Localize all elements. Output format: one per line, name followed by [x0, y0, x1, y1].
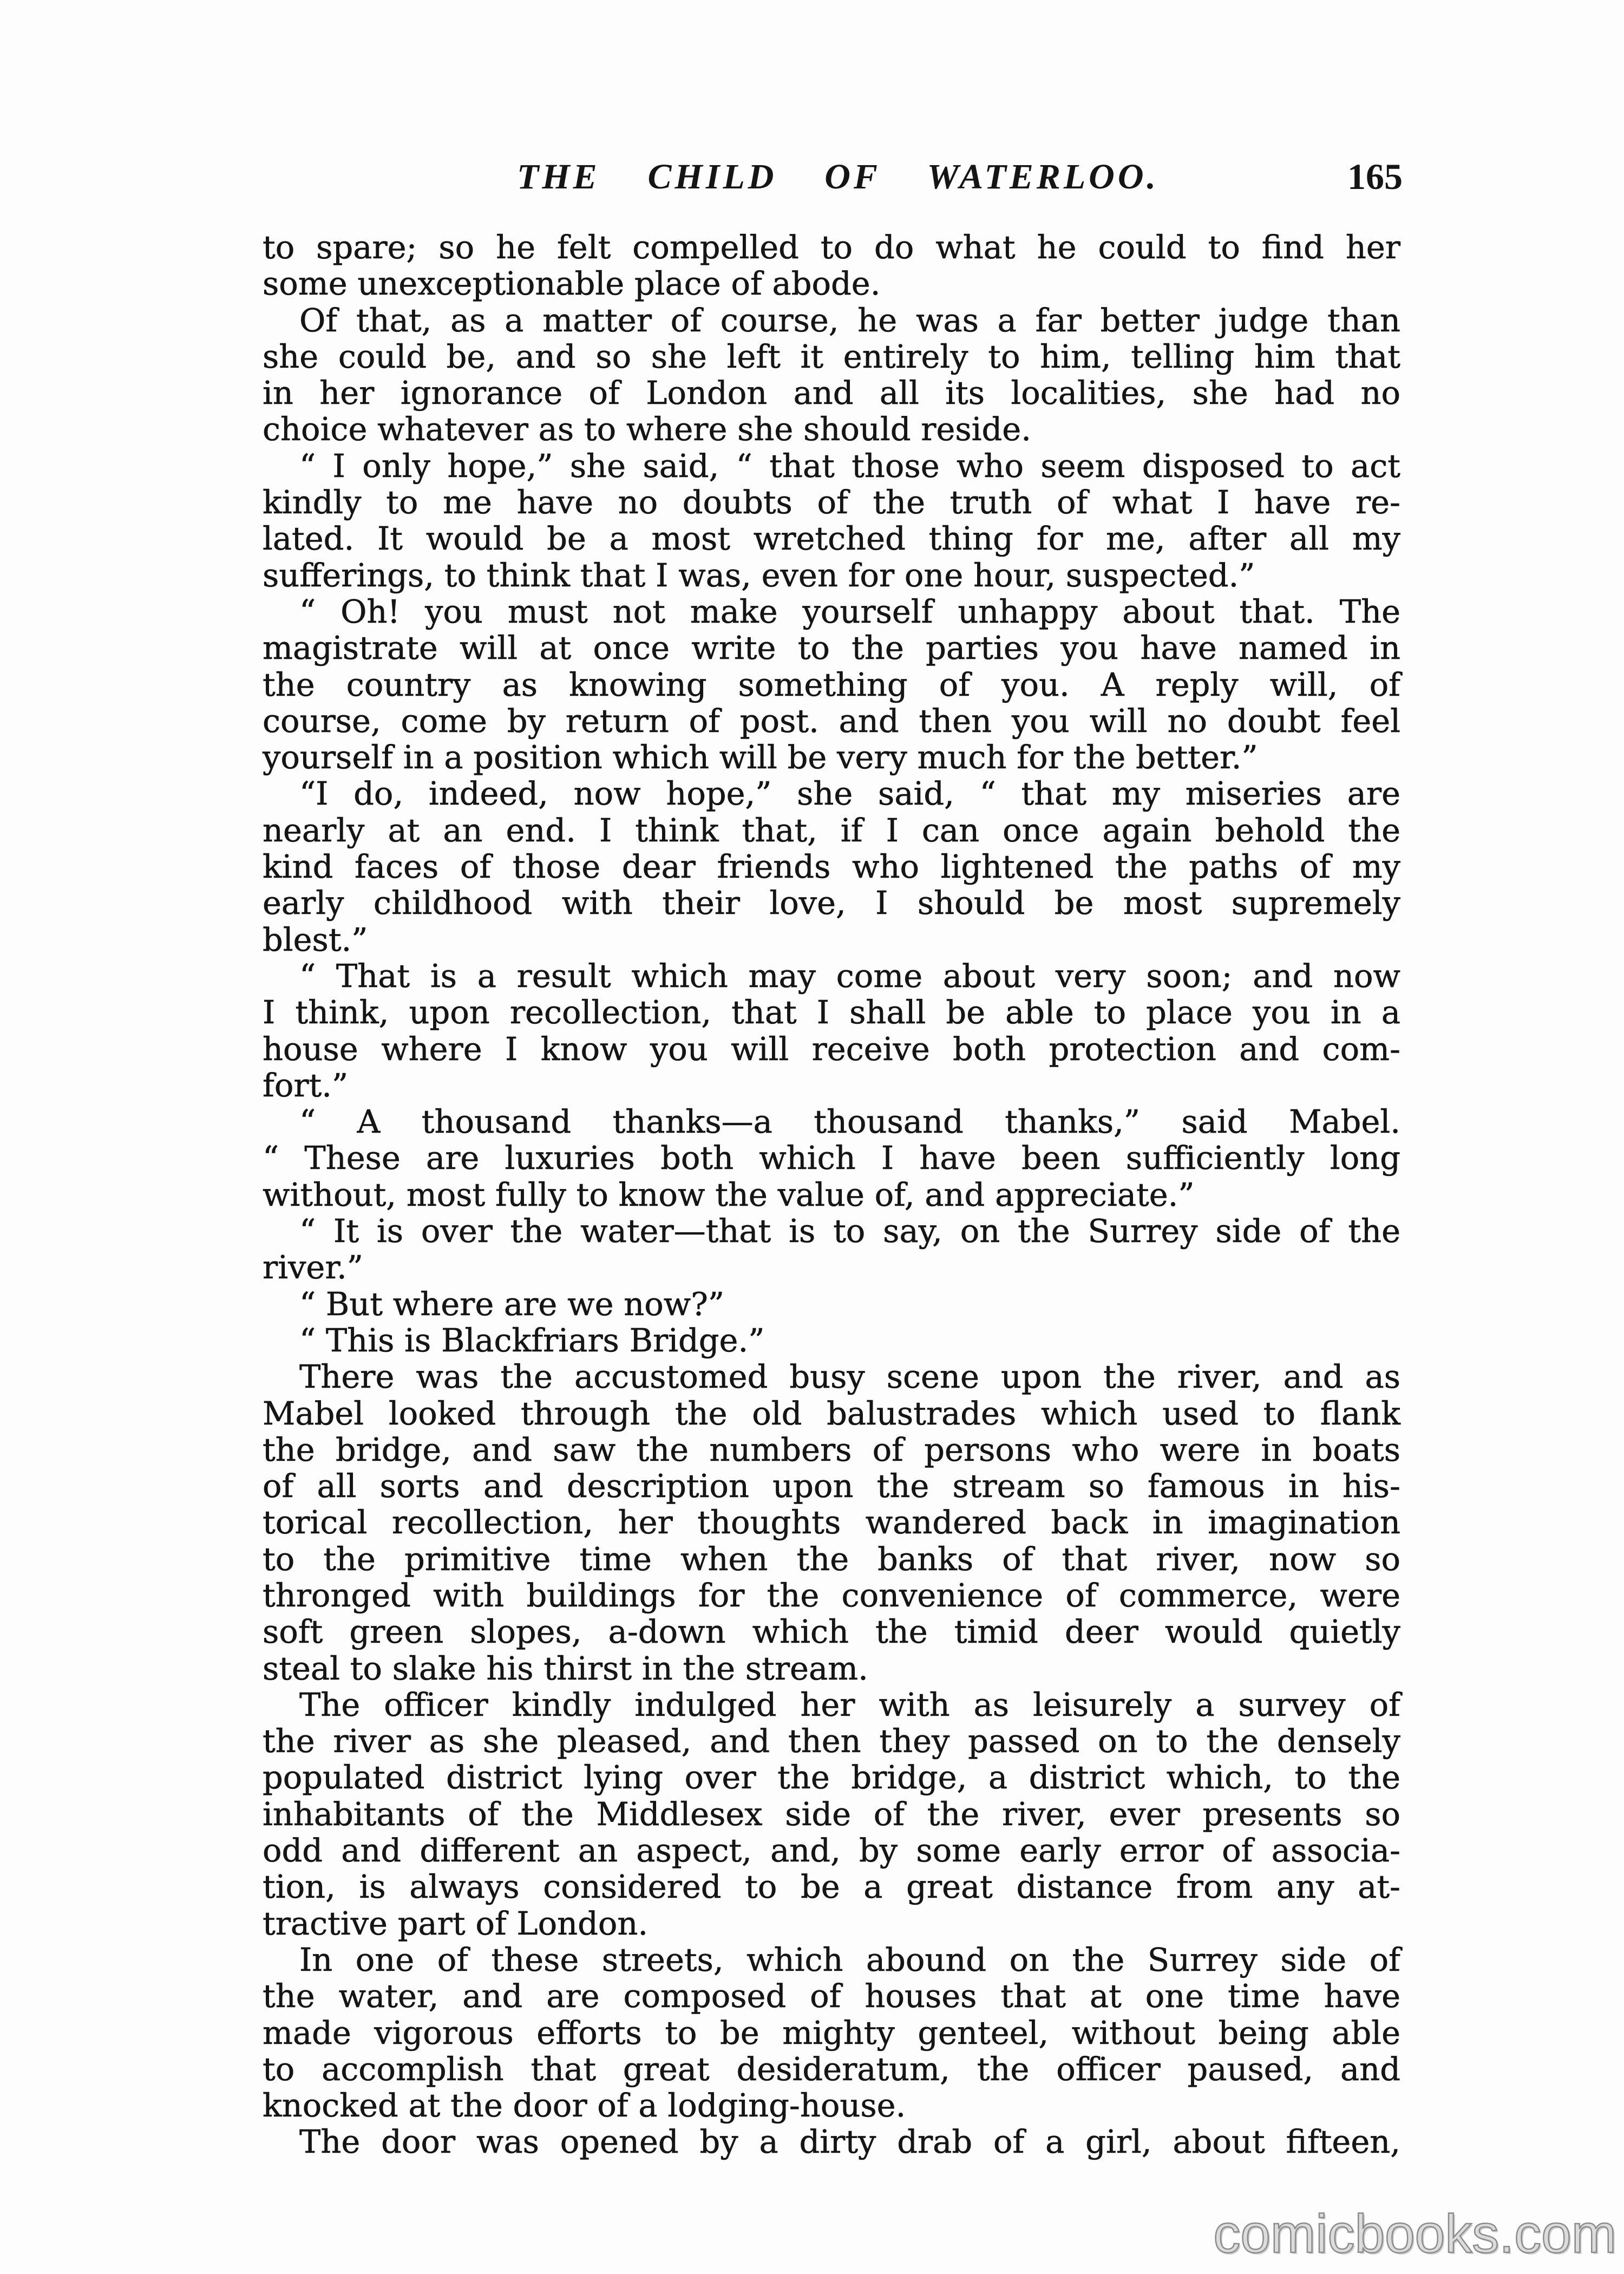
text-line: the country as knowing something of you. A reply will, of — [263, 665, 1400, 703]
text-line: “ It is over the water—that is to say, on the Surrey side of the — [299, 1212, 1400, 1250]
text-line: inhabitants of the Middlesex side of the river, ever presents so — [263, 1795, 1400, 1833]
text-line: tion, is always considered to be a great distance from any at- — [263, 1868, 1400, 1906]
text-line: soft green slopes, a-down which the timid deer would quietly — [263, 1613, 1400, 1651]
paragraph — [263, 1286, 1400, 1322]
text-line: blest.” — [263, 920, 368, 958]
text-line: choice whatever as to where she should reside. — [263, 410, 1031, 448]
text-line: without, most fully to know the value of, and appreciate.” — [263, 1175, 1195, 1213]
text-line: sufferings, to think that I was, even for one hour, suspected.” — [263, 556, 1255, 594]
text-line: lated. It would be a most wretched thing for me, after all my — [263, 520, 1400, 558]
page-number: 165 — [1347, 156, 1403, 197]
paragraph — [263, 775, 1400, 957]
text-line: kindly to me have no doubts of the truth of what I have re- — [263, 483, 1400, 521]
paragraph — [263, 302, 1400, 448]
text-line: nearly at an end. I think that, if I can once again behold the — [263, 811, 1400, 849]
text-line: There was the accustomed busy scene upon the river, and as — [299, 1358, 1400, 1396]
text-line: some unexceptionable place of abode. — [263, 265, 881, 303]
text-line: I think, upon recollection, that I shall be able to place you in a — [263, 994, 1400, 1031]
text-line: early childhood with their love, I should be most supremely — [263, 884, 1400, 922]
paragraph — [263, 958, 1400, 1103]
text-line: magistrate will at once write to the parties you have named in — [263, 629, 1400, 667]
text-line: odd and different an aspect, and, by some early error of associa- — [263, 1832, 1400, 1870]
text-line: “ A thousand thanks—a thousand thanks,” said Mabel. — [299, 1103, 1400, 1141]
body-text — [263, 229, 1400, 2160]
paragraph — [263, 1942, 1400, 2123]
text-line: the river as she pleased, and then they passed on to the densely — [263, 1722, 1400, 1760]
text-line: “ These are luxuries both which I have been sufficiently long — [263, 1139, 1400, 1177]
text-line: yourself in a position which will be very much for the better.” — [263, 739, 1258, 776]
text-line: thronged with buildings for the convenience of commerce, were — [263, 1576, 1400, 1614]
text-line: “ This is Blackfriars Bridge.” — [299, 1321, 765, 1359]
running-head: THE CHILD OF WATERLOO. — [517, 157, 1159, 197]
text-line: the bridge, and saw the numbers of persons who were in boats — [263, 1430, 1400, 1468]
watermark: comicbooks.com — [1213, 2204, 1616, 2264]
paragraph — [263, 1322, 1400, 1358]
paragraph — [263, 1687, 1400, 1942]
text-line: populated district lying over the bridge, a district which, to the — [263, 1759, 1400, 1796]
paragraph — [263, 593, 1400, 775]
paragraph — [263, 448, 1400, 593]
text-line: Mabel looked through the old balustrades which used to flank — [263, 1394, 1400, 1432]
text-line: fort.” — [263, 1066, 349, 1104]
text-line: “ I only hope,” she said, “ that those who seem disposed to act — [299, 447, 1400, 485]
text-line: “I do, indeed, now hope,” she said, “ that my miseries are — [299, 775, 1400, 813]
paragraph — [263, 2123, 1400, 2160]
text-line: of all sorts and description upon the stream so famous in his- — [263, 1467, 1400, 1505]
paragraph — [263, 1103, 1400, 1213]
text-line: steal to slake his thirst in the stream. — [263, 1649, 868, 1687]
text-line: tractive part of London. — [263, 1904, 649, 1942]
paragraph — [263, 229, 1400, 302]
text-line: “ But where are we now?” — [299, 1285, 725, 1323]
text-line: In one of these streets, which abound on the Surrey side of — [299, 1940, 1400, 1978]
text-line: Of that, as a matter of course, he was a far better judge than — [299, 301, 1400, 339]
text-line: The officer kindly indulged her with as leisurely a survey of — [299, 1685, 1400, 1723]
text-line: kind faces of those dear friends who lightened the paths of my — [263, 848, 1400, 886]
text-line: knocked at the door of a lodging-house. — [263, 2087, 906, 2125]
text-line: The door was opened by a dirty drab of a girl, about fifteen, — [299, 2123, 1400, 2161]
text-line: “ That is a result which may come about very soon; and now — [299, 957, 1400, 995]
text-line: she could be, and so she left it entirely to him, telling him that — [263, 337, 1400, 375]
text-line: made vigorous efforts to be mighty genteel, without being able — [263, 2014, 1400, 2051]
text-line: course, come by return of post. and then you will no doubt feel — [263, 702, 1400, 740]
paragraph — [263, 1213, 1400, 1286]
text-line: torical recollection, her thoughts wandered back in imagination — [263, 1504, 1400, 1541]
paragraph — [263, 1358, 1400, 1687]
text-line: river.” — [263, 1249, 363, 1286]
text-line: in her ignorance of London and all its localities, she had no — [263, 374, 1400, 412]
text-line: house where I know you will receive both protection and com- — [263, 1030, 1400, 1068]
text-line: to the primitive time when the banks of that river, now so — [263, 1540, 1400, 1578]
text-line: the water, and are composed of houses that at one time have — [263, 1977, 1400, 2015]
text-line: to spare; so he felt compelled to do what he could to find her — [263, 228, 1400, 266]
text-line: “ Oh! you must not make yourself unhappy about that. The — [299, 592, 1400, 630]
text-line: to accomplish that great desideratum, the officer paused, and — [263, 2050, 1400, 2088]
